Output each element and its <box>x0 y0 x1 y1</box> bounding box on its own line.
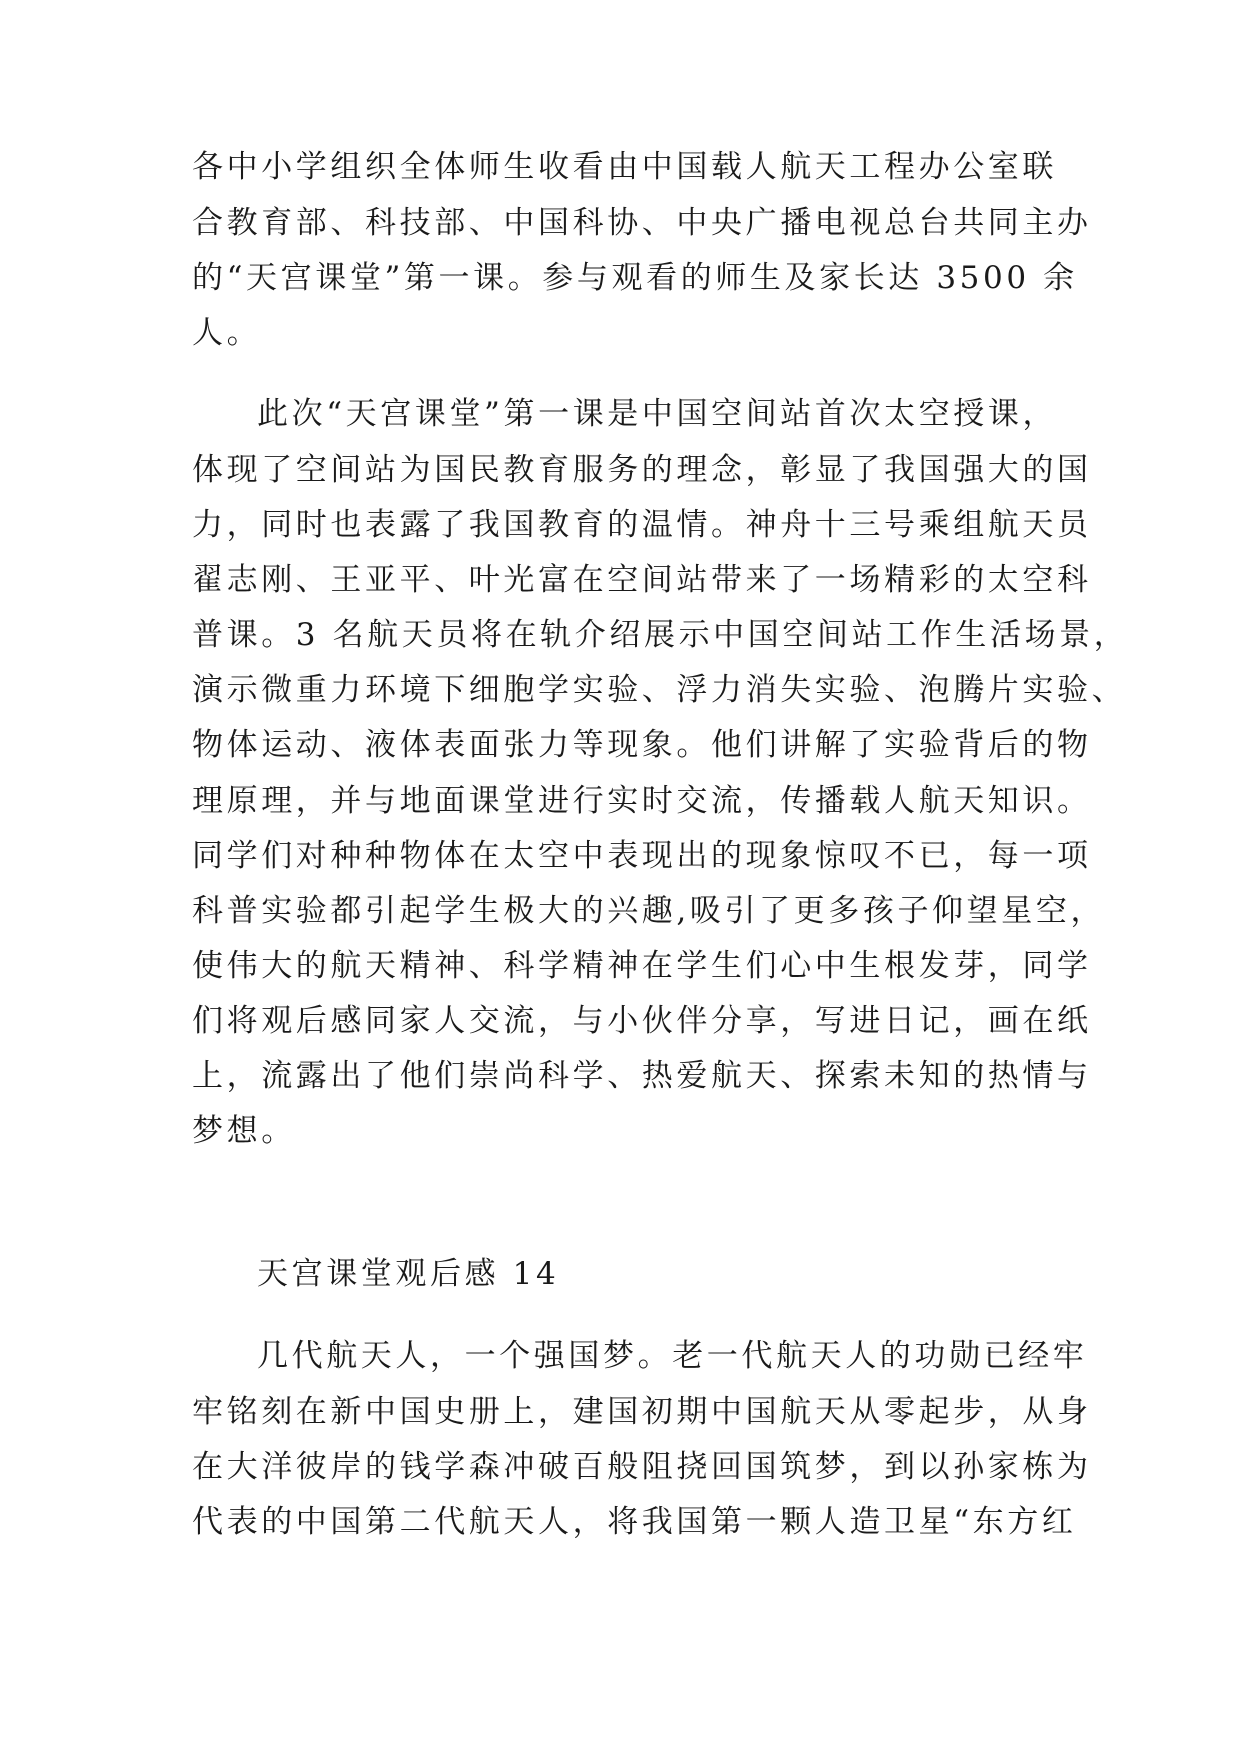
text-line: 梦想。 <box>192 1113 296 1149</box>
text-line: 力，同时也表露了我国教育的温情。神舟十三号乘组航天员 <box>192 507 1092 543</box>
text-line: 的“天宫课堂”第一课。参与观看的师生及家长达 3500 余 <box>192 260 1078 296</box>
text-line: 各中小学组织全体师生收看由中国载人航天工程办公室联 <box>192 149 1057 185</box>
text-line: 在大洋彼岸的钱学森冲破百般阻挠回国筑梦，到以孙家栋为 <box>192 1449 1092 1485</box>
text-line: 牢铭刻在新中国史册上，建国初期中国航天从零起步，从身 <box>192 1394 1092 1430</box>
text-line: 人。 <box>192 315 262 351</box>
text-line: 们将观后感同家人交流，与小伙伴分享，写进日记，画在纸 <box>192 1003 1092 1039</box>
text-line: 合教育部、科技部、中国科协、中央广播电视总台共同主办 <box>192 205 1092 241</box>
text-line: 科普实验都引起学生极大的兴趣,吸引了更多孩子仰望星空， <box>192 893 1106 929</box>
text-line: 物体运动、液体表面张力等现象。他们讲解了实验背后的物 <box>192 727 1092 763</box>
text-line: 演示微重力环境下细胞学实验、浮力消失实验、泡腾片实验、 <box>192 672 1127 708</box>
text-line: 翟志刚、王亚平、叶光富在空间站带来了一场精彩的太空科 <box>192 562 1092 598</box>
text-line: 代表的中国第二代航天人，将我国第一颗人造卫星“东方红 <box>192 1504 1077 1540</box>
text-line: 使伟大的航天精神、科学精神在学生们心中生根发芽，同学 <box>192 948 1092 984</box>
text-line: 理原理，并与地面课堂进行实时交流，传播载人航天知识。 <box>192 783 1092 819</box>
text-line: 体现了空间站为国民教育服务的理念，彰显了我国强大的国 <box>192 452 1092 488</box>
text-line: 此次“天宫课堂”第一课是中国空间站首次太空授课， <box>257 396 1058 432</box>
section-title: 天宫课堂观后感 14 <box>257 1256 560 1292</box>
text-line: 几代航天人，一个强国梦。老一代航天人的功勋已经牢 <box>257 1338 1088 1374</box>
text-line: 上，流露出了他们崇尚科学、热爱航天、探索未知的热情与 <box>192 1058 1092 1094</box>
text-line: 同学们对种种物体在太空中表现出的现象惊叹不已，每一项 <box>192 838 1092 874</box>
text-line: 普课。3 名航天员将在轨介绍展示中国空间站工作生活场景， <box>192 617 1129 653</box>
